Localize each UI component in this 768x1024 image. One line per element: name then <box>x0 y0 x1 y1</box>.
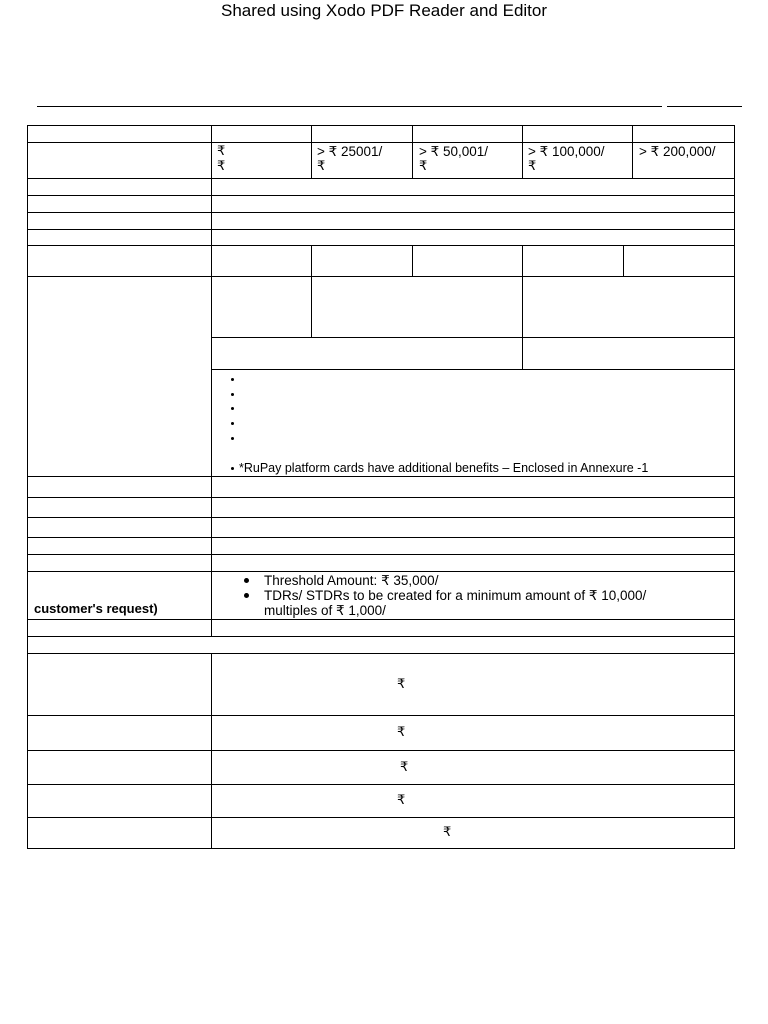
bullet-icon <box>231 378 234 381</box>
table-cell <box>27 142 212 179</box>
table-cell <box>27 497 212 518</box>
table-cell <box>211 476 735 498</box>
table-cell <box>27 125 212 143</box>
slab-cell-2: > ₹ 25001/ ₹ <box>311 142 413 179</box>
table-cell <box>211 276 312 338</box>
table-cell <box>412 245 523 277</box>
table-cell <box>211 619 735 637</box>
bullet-icon <box>231 407 234 410</box>
slab-cell-3: > ₹ 50,001/ ₹ <box>412 142 523 179</box>
slab-cell-4: > ₹ 100,000/ ₹ <box>522 142 633 179</box>
table-cell <box>211 245 312 277</box>
table-cell <box>27 195 212 213</box>
table-cell <box>211 195 735 213</box>
card-benefits-cell <box>211 369 735 477</box>
sweep-label-cell: customer's request) <box>27 571 212 620</box>
bullet-icon <box>231 393 234 396</box>
table-cell <box>211 337 523 370</box>
table-cell <box>211 554 735 572</box>
table-cell <box>211 125 312 143</box>
table-cell <box>311 125 413 143</box>
sweep-details-cell: Threshold Amount: ₹ 35,000/ TDRs/ STDRs to be created for a minimum amount of ₹ 10,000/ multiples of ₹ 1,000/ <box>211 571 735 620</box>
signature-line <box>37 106 662 107</box>
table-cell <box>27 229 212 246</box>
slab-cell-1: ₹ ₹ <box>211 142 312 179</box>
table-cell <box>27 750 212 785</box>
charge-cell-4: ₹ <box>211 784 735 818</box>
bullet-icon <box>231 437 234 440</box>
table-cell <box>623 245 735 277</box>
table-cell <box>211 212 735 230</box>
bullet-icon <box>231 422 234 425</box>
table-cell <box>211 178 735 196</box>
slab-cell-5: > ₹ 200,000/ <box>632 142 735 179</box>
table-cell <box>211 229 735 246</box>
table-cell <box>27 619 212 637</box>
rupay-note: *RuPay platform cards have additional benefits – Enclosed in Annexure -1 <box>239 461 649 475</box>
table-cell <box>27 276 212 477</box>
table-cell <box>27 653 212 716</box>
table-cell <box>27 784 212 818</box>
table-cell <box>211 497 735 518</box>
table-cell <box>27 817 212 849</box>
table-cell <box>27 554 212 572</box>
table-cell <box>522 245 624 277</box>
table-cell <box>27 476 212 498</box>
page-header-title: Shared using Xodo PDF Reader and Editor <box>220 1 548 20</box>
charge-cell-2: ₹ <box>211 715 735 751</box>
table-cell <box>311 245 413 277</box>
bullet-icon <box>244 578 249 583</box>
table-cell <box>27 212 212 230</box>
charge-cell-5: ₹ <box>211 817 735 849</box>
table-cell <box>27 517 212 538</box>
charge-cell-1: ₹ <box>211 653 735 716</box>
charge-cell-3: ₹ <box>211 750 735 785</box>
table-cell <box>632 125 735 143</box>
table-cell <box>412 125 523 143</box>
table-cell <box>522 337 735 370</box>
date-line <box>667 106 742 107</box>
table-cell <box>211 517 735 538</box>
table-cell <box>27 245 212 277</box>
table-cell <box>27 636 735 654</box>
table-cell <box>522 125 633 143</box>
table-cell <box>27 715 212 751</box>
table-cell <box>211 537 735 555</box>
table-cell <box>311 276 523 338</box>
bullet-icon <box>231 467 234 470</box>
table-cell <box>27 178 212 196</box>
bullet-icon <box>244 593 249 598</box>
table-cell <box>27 537 212 555</box>
table-cell <box>522 276 735 338</box>
